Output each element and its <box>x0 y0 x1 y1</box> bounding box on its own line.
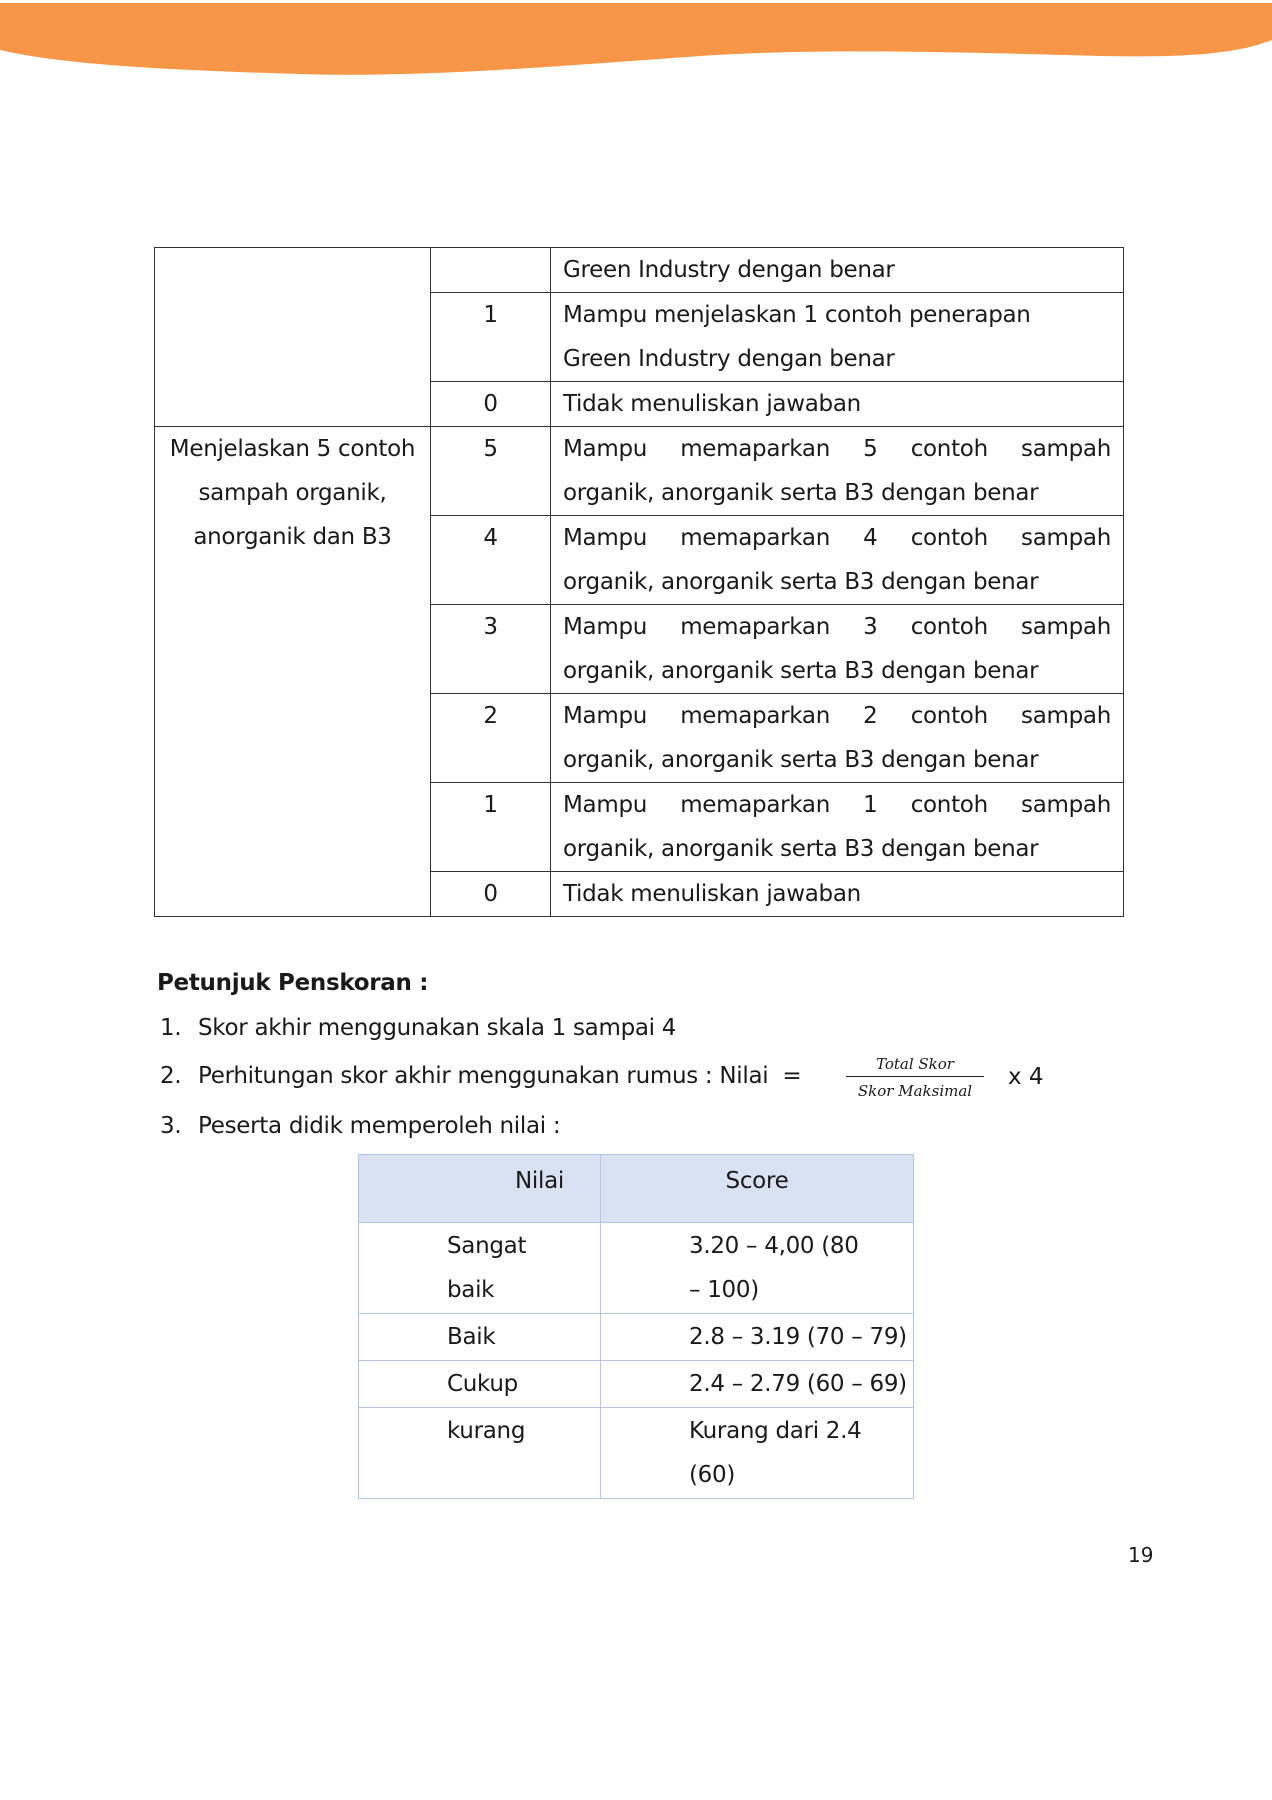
description-line: Mampu memaparkan 4 contoh sampah <box>563 525 1111 551</box>
description-cell <box>551 694 1124 783</box>
description-cell <box>551 427 1124 516</box>
guideline-item <box>160 1015 676 1041</box>
description-line: Mampu memaparkan 1 contoh sampah <box>563 792 1111 818</box>
score-cell: 2.4 – 2.79 (60 – 69) <box>601 1361 914 1408</box>
score-cell: 0 <box>431 872 551 917</box>
description-line: organik, anorganik serta B3 dengan benar <box>563 658 1039 684</box>
guideline-item <box>160 1063 801 1089</box>
formula-denominator: Skor Maksimal <box>857 1082 973 1100</box>
description-line: organik, anorganik serta B3 dengan benar <box>563 747 1039 773</box>
score-cell: 2.8 – 3.19 (70 – 79) <box>601 1314 914 1361</box>
description-line: organik, anorganik serta B3 dengan benar <box>563 480 1039 506</box>
score-cell: 3.20 – 4,00 (80 – 100) <box>601 1223 914 1314</box>
criterion-cell: Menjelaskan 5 contoh sampah organik, anorganik dan B3 <box>155 427 431 917</box>
table-row <box>359 1314 914 1361</box>
formula-fraction <box>846 1055 984 1100</box>
list-number: 2. <box>160 1063 182 1089</box>
guideline-item <box>160 1113 560 1139</box>
list-text: Peserta didik memperoleh nilai : <box>198 1113 561 1139</box>
page-number: 19 <box>1128 1543 1154 1567</box>
header-score: Score <box>601 1155 914 1223</box>
nilai-cell: kurang <box>359 1408 601 1499</box>
description-cell: Tidak menuliskan jawaban <box>551 872 1124 917</box>
description-line: Mampu memaparkan 5 contoh sampah <box>563 436 1111 462</box>
description-cell <box>551 783 1124 872</box>
list-number: 1. <box>160 1015 182 1041</box>
description-cell <box>551 516 1124 605</box>
description-line: Mampu memaparkan 3 contoh sampah <box>563 614 1111 640</box>
table-row <box>359 1361 914 1408</box>
list-number: 3. <box>160 1113 182 1139</box>
description-cell <box>551 293 1124 382</box>
score-table <box>358 1154 914 1499</box>
table-row <box>359 1408 914 1499</box>
nilai-cell: Baik <box>359 1314 601 1361</box>
nilai-cell: Cukup <box>359 1361 601 1408</box>
formula-multiplier: x 4 <box>1008 1064 1044 1090</box>
scoring-guidelines-heading: Petunjuk Penskoran : <box>157 970 429 996</box>
description-cell: Tidak menuliskan jawaban <box>551 382 1124 427</box>
header-wave-decoration <box>0 0 1272 80</box>
score-cell: 5 <box>431 427 551 516</box>
description-cell: Green Industry dengan benar <box>551 248 1124 293</box>
description-line: Green Industry dengan benar <box>563 346 895 372</box>
nilai-cell: Sangat baik <box>359 1223 601 1314</box>
description-cell <box>551 605 1124 694</box>
score-cell: Kurang dari 2.4 (60) <box>601 1408 914 1499</box>
table-row <box>359 1223 914 1314</box>
score-cell: 1 <box>431 783 551 872</box>
table-row <box>155 248 1124 293</box>
rubric-table <box>154 247 1124 917</box>
description-line: Mampu memaparkan 2 contoh sampah <box>563 703 1111 729</box>
description-line: Mampu menjelaskan 1 contoh penerapan <box>563 302 1031 328</box>
score-cell: 3 <box>431 605 551 694</box>
score-table-header <box>359 1155 914 1223</box>
header-nilai: Nilai <box>359 1155 601 1223</box>
description-line: organik, anorganik serta B3 dengan benar <box>563 836 1039 862</box>
score-cell: 1 <box>431 293 551 382</box>
table-row <box>155 427 1124 516</box>
formula-numerator: Total Skor <box>846 1055 984 1077</box>
description-line: organik, anorganik serta B3 dengan benar <box>563 569 1039 595</box>
criterion-cell-empty <box>155 248 431 427</box>
list-text: Perhitungan skor akhir menggunakan rumus : Nilai = <box>198 1063 802 1089</box>
header-wave-shape <box>0 3 1272 75</box>
score-cell <box>431 248 551 293</box>
score-cell: 2 <box>431 694 551 783</box>
list-text: Skor akhir menggunakan skala 1 sampai 4 <box>198 1015 677 1041</box>
score-cell: 4 <box>431 516 551 605</box>
score-cell: 0 <box>431 382 551 427</box>
